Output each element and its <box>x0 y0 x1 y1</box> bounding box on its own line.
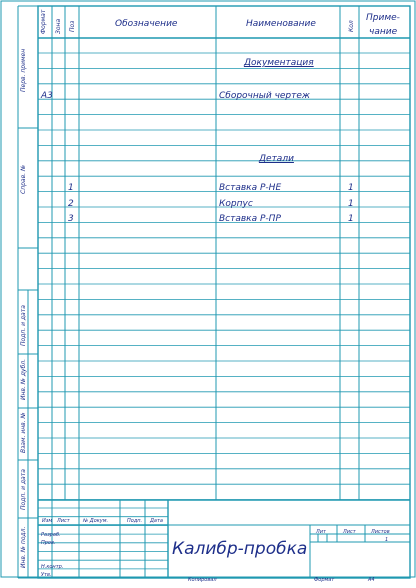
margin-inv-podl: Инв. № подл. <box>20 526 27 568</box>
tb-izm: Изм <box>42 518 53 524</box>
header-format: Формат <box>40 9 47 34</box>
footer-format-value: А4 <box>368 577 375 583</box>
margin-perv-primen: Перв. примен <box>20 48 27 92</box>
header-zone: Зона <box>55 18 62 34</box>
tb-prov: Пров. <box>41 540 56 546</box>
tb-utv: Утв. <box>41 572 52 578</box>
tb-sheets: Листов <box>371 529 390 535</box>
margin-inv-dubl: Инв. № дубл. <box>20 358 27 400</box>
tb-list: Лист <box>57 518 70 524</box>
header-designation: Обозначение <box>115 19 178 29</box>
item-3-name: Вставка Р-ПР <box>219 214 281 224</box>
header-pos: Поз <box>69 20 76 32</box>
tb-podp: Подп. <box>127 518 143 524</box>
item-2-qty: 1 <box>348 199 354 209</box>
document-title: Калибр-пробка <box>172 539 308 559</box>
footer-format-label: Формат <box>314 577 335 583</box>
tb-razrab: Разраб. <box>41 532 61 538</box>
margin-podp-data-1: Подп. и дата <box>20 305 27 346</box>
section-documentation: Документация <box>244 58 314 68</box>
tb-sheets-value: 1 <box>385 537 389 543</box>
item-1-qty: 1 <box>348 183 354 193</box>
section-details: Детали <box>259 154 294 164</box>
tb-lit: Лит <box>316 529 326 535</box>
header-name: Наименование <box>246 19 316 29</box>
tb-no-dokum: № Докум. <box>83 518 109 524</box>
header-qty: Кол <box>348 20 355 32</box>
tb-data: Дата <box>150 518 163 524</box>
tb-sheet: Лист <box>343 529 356 535</box>
item-1-name: Вставка Р-НЕ <box>219 183 282 193</box>
margin-sprav-no: Справ. № <box>20 164 27 194</box>
item-3-pos: 3 <box>68 214 74 224</box>
frame-lines <box>1 1 415 578</box>
assembly-format: А3 <box>41 91 53 101</box>
item-2-name: Корпус <box>219 199 253 209</box>
margin-vzam-inv: Взам. инв. № <box>20 412 27 453</box>
header-note-line1: Приме- <box>366 13 400 23</box>
item-2-pos: 2 <box>68 199 74 209</box>
item-3-qty: 1 <box>348 214 354 224</box>
header-note-line2: чание <box>369 27 398 37</box>
footer-kopiroval: Копировал <box>188 577 217 583</box>
assembly-name: Сборочный чертеж <box>219 91 311 101</box>
margin-podp-data-2: Подп. и дата <box>20 469 27 510</box>
tb-n-kontr: Н.контр. <box>41 564 64 570</box>
item-1-pos: 1 <box>68 183 74 193</box>
